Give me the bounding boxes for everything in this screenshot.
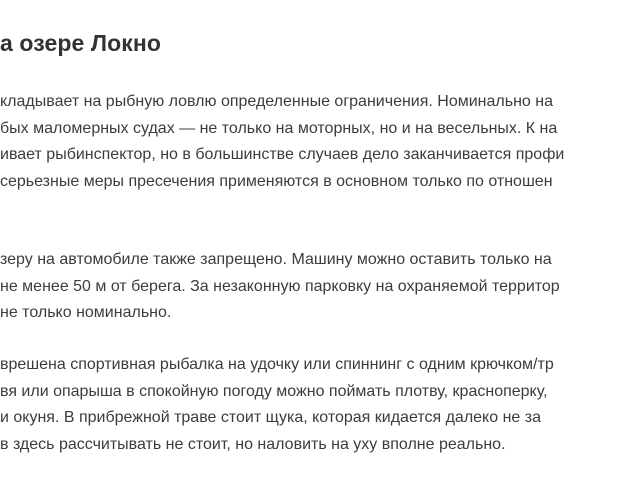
paragraph-line: врешена спортивная рыбалка на удочку или спиннинг с одним крючком/тр [0,356,554,373]
paragraph-line: вя или опарыша в спокойную погоду можно поймать плотву, красноперку, [0,382,548,400]
paragraph-line: зеру на автомобиле также запрещено. Машину можно оставить только на [0,251,552,268]
paragraph-fishing [0,352,554,458]
paragraph-restrictions [0,89,564,195]
paragraph-line: ивает рыбинспектор, но в большинстве случаев дело заканчивается профи [0,146,565,163]
paragraph-line: в здесь рассчитывать не стоит, но наловить на уху вполне реально. [0,435,506,453]
paragraph-parking [0,247,560,327]
paragraph-line: бых маломерных судах — не только на моторных, но и на весельных. К на [0,119,558,137]
paragraph-line: не только номинально. [0,304,172,321]
paragraph-line: не менее 50 м от берега. За незаконную парковку на охраняемой территор [0,277,560,295]
paragraph-line: серьезные меры пресечения применяются в основном только по отношен [0,172,553,190]
paragraph-line: кладывает на рыбную ловлю определенные ограничения. Номинально на [0,93,553,110]
paragraph-line: и окуня. В прибрежной траве стоит щука, которая кидается далеко не за [0,409,541,426]
section-heading: а озере Локно [0,30,162,56]
